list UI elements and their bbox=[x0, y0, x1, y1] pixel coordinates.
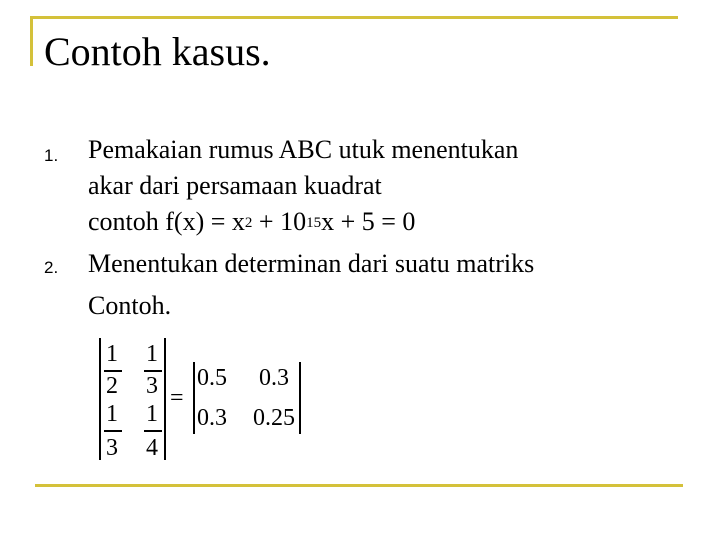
r2c2-fraction-bar bbox=[144, 430, 162, 432]
r1c2-numerator: 1 bbox=[146, 341, 158, 367]
item-1-line-1: Pemakaian rumus ABC utuk menentukan bbox=[88, 135, 519, 164]
r2c2-numerator: 1 bbox=[146, 401, 158, 427]
item-2-line-2: Contoh. bbox=[88, 291, 172, 320]
r2c1-numerator: 1 bbox=[106, 401, 118, 427]
right-r2c1: 0.3 bbox=[197, 405, 227, 431]
list-number-1: 1. bbox=[44, 146, 59, 165]
equation-prefix: contoh f(x) = x bbox=[88, 207, 245, 236]
equation-mid: + 10 bbox=[252, 207, 307, 236]
r1c1-numerator: 1 bbox=[106, 341, 118, 367]
equals-sign: = bbox=[170, 385, 184, 411]
right-det-bar-right bbox=[299, 362, 301, 434]
item-2-line-1: Menentukan determinan dari suatu matriks bbox=[88, 249, 535, 278]
r2c2-denominator: 4 bbox=[146, 435, 158, 461]
r1c1-denominator: 2 bbox=[106, 373, 118, 399]
right-det-bar-left bbox=[193, 362, 195, 434]
right-r2c2: 0.25 bbox=[253, 405, 295, 431]
r2c1-fraction-bar bbox=[104, 430, 122, 432]
list-number-2: 2. bbox=[44, 258, 59, 277]
r1c1-fraction-bar bbox=[104, 370, 122, 372]
left-det-bar-right bbox=[164, 338, 166, 460]
top-rule bbox=[30, 16, 678, 19]
slide-title: Contoh kasus. bbox=[44, 29, 271, 74]
item-1-line-2: akar dari persamaan kuadrat bbox=[88, 171, 382, 200]
equation-suffix: x + 5 = 0 bbox=[321, 207, 416, 236]
left-det-bar-left bbox=[99, 338, 101, 460]
bottom-rule bbox=[35, 484, 683, 487]
item-1-example bbox=[88, 206, 415, 242]
right-r1c1: 0.5 bbox=[197, 365, 227, 391]
r2c1-denominator: 3 bbox=[106, 435, 118, 461]
exponent-15: 15 bbox=[306, 215, 322, 231]
r1c2-fraction-bar bbox=[144, 370, 162, 372]
left-rule bbox=[30, 16, 33, 66]
right-r1c2: 0.3 bbox=[259, 365, 289, 391]
r1c2-denominator: 3 bbox=[146, 373, 158, 399]
exponent-2: 2 bbox=[244, 215, 253, 231]
